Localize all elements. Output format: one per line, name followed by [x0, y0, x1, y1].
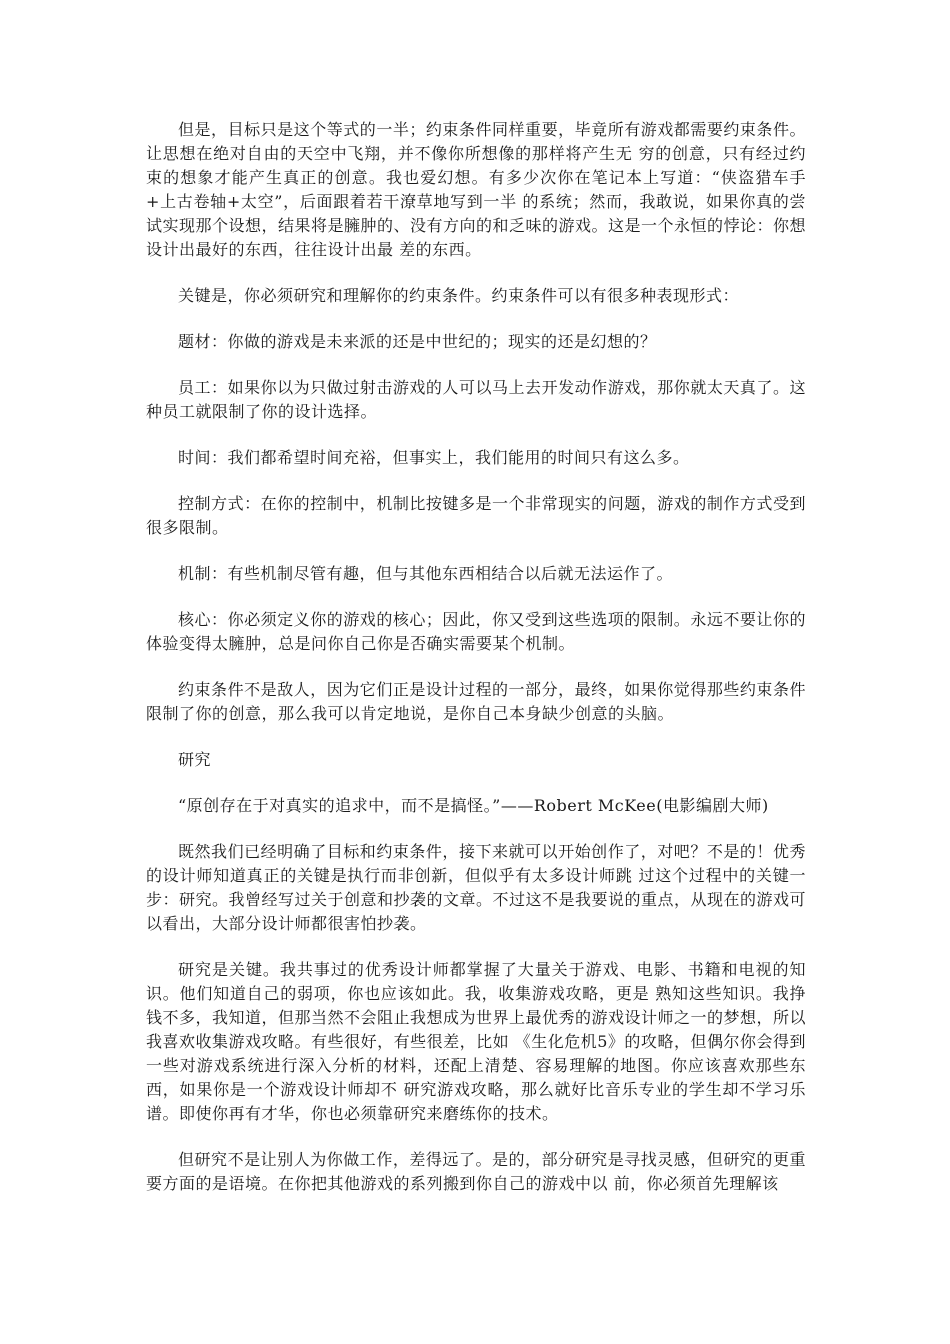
- paragraph-mechanics: 机制：有些机制尽管有趣，但与其他东西相结合以后就无法运作了。: [178, 564, 674, 583]
- document-body: [146, 118, 806, 1218]
- section-heading-research: 研究: [178, 750, 212, 769]
- paragraph-not-enemy: 约束条件不是敌人，因为它们正是设计过程的一部分，最终，如果你觉得那些约束条件限制了你的创意，那么我可以肯定地说，是你自己本身缺少创意的头脑。: [146, 680, 806, 723]
- paragraph-controls: 控制方式：在你的控制中，机制比按键多是一个非常现实的问题，游戏的制作方式受到很多限制。: [146, 494, 806, 537]
- paragraph-theme: 题材：你做的游戏是未来派的还是中世纪的；现实的还是幻想的？: [178, 332, 657, 351]
- paragraph-core: 核心：你必须定义你的游戏的核心；因此，你又受到这些选项的限制。永远不要让你的体验变得太臃肿，总是问你自己你是否确实需要某个机制。: [146, 610, 806, 653]
- paragraph-goals-constraints: 但是，目标只是这个等式的一半；约束条件同样重要，毕竟所有游戏都需要约束条件。让思想在绝对自由的天空中飞翔，并不像你所想像的那样将产生无 穷的创意，只有经过约束的想象才能产生真正的创意。我也爱幻想。有多少次你在笔记本上写道：“侠盗猎车手+上古卷轴+太空”，后面跟着若干潦草地写到一半 的系统；然而，我敢说，如果你真的尝试实现那个设想，结果将是臃肿的、没有方向的和乏味的游戏。这是一个永恒的悖论：你想设计出最好的东西，往往设计出最 差的东西。: [146, 120, 807, 259]
- quote-mckee: “原创存在于对真实的追求中，而不是搞怪。”——Robert McKee(电影编剧大师): [178, 796, 769, 815]
- paragraph-time: 时间：我们都希望时间充裕，但事实上，我们能用的时间只有这么多。: [178, 448, 690, 467]
- paragraph-start-creating: 既然我们已经明确了目标和约束条件，接下来就可以开始创作了，对吧？不是的！优秀的设计师知道真正的关键是执行而非创新，但似乎有太多设计师跳 过这个过程中的关键一步：研究。我曾经写过关于创意和抄袭的文章。不过这不是我要说的重点，从现在的游戏可以看出，大部分设计师都很害怕抄袭。: [146, 842, 807, 933]
- paragraph-research-key: 研究是关键。我共事过的优秀设计师都掌握了大量关于游戏、电影、书籍和电视的知识。他们知道自己的弱项，你也应该如此。我，收集游戏攻略，更是 熟知这些知识。我挣钱不多，我知道，但那当然不会阻止我想成为世界上最优秀的游戏设计师之一的梦想，所以我喜欢收集游戏攻略。有些很好，有些很差，比如 《生化危机5》的攻略，但偶尔你会得到一些对游戏系统进行深入分析的材料，还配上清楚、容易理解的地图。你应该喜欢那些东西，如果你是一个游戏设计师却不 研究游戏攻略，那么就好比音乐专业的学生却不学习乐谱。即使你再有才华，你也必须靠研究来磨练你的技术。: [146, 960, 807, 1123]
- paragraph-staff: 员工：如果你以为只做过射击游戏的人可以马上去开发动作游戏，那你就太天真了。这种员工就限制了你的设计选择。: [146, 378, 806, 421]
- paragraph-research-context: 但研究不是让别人为你做工作，差得远了。是的，部分研究是寻找灵感，但研究的更重要方面的是语境。在你把其他游戏的系列搬到你自己的游戏中以 前，你必须首先理解该: [146, 1150, 806, 1193]
- paragraph-key-constraints: 关键是，你必须研究和理解你的约束条件。约束条件可以有很多种表现形式：: [178, 286, 740, 305]
